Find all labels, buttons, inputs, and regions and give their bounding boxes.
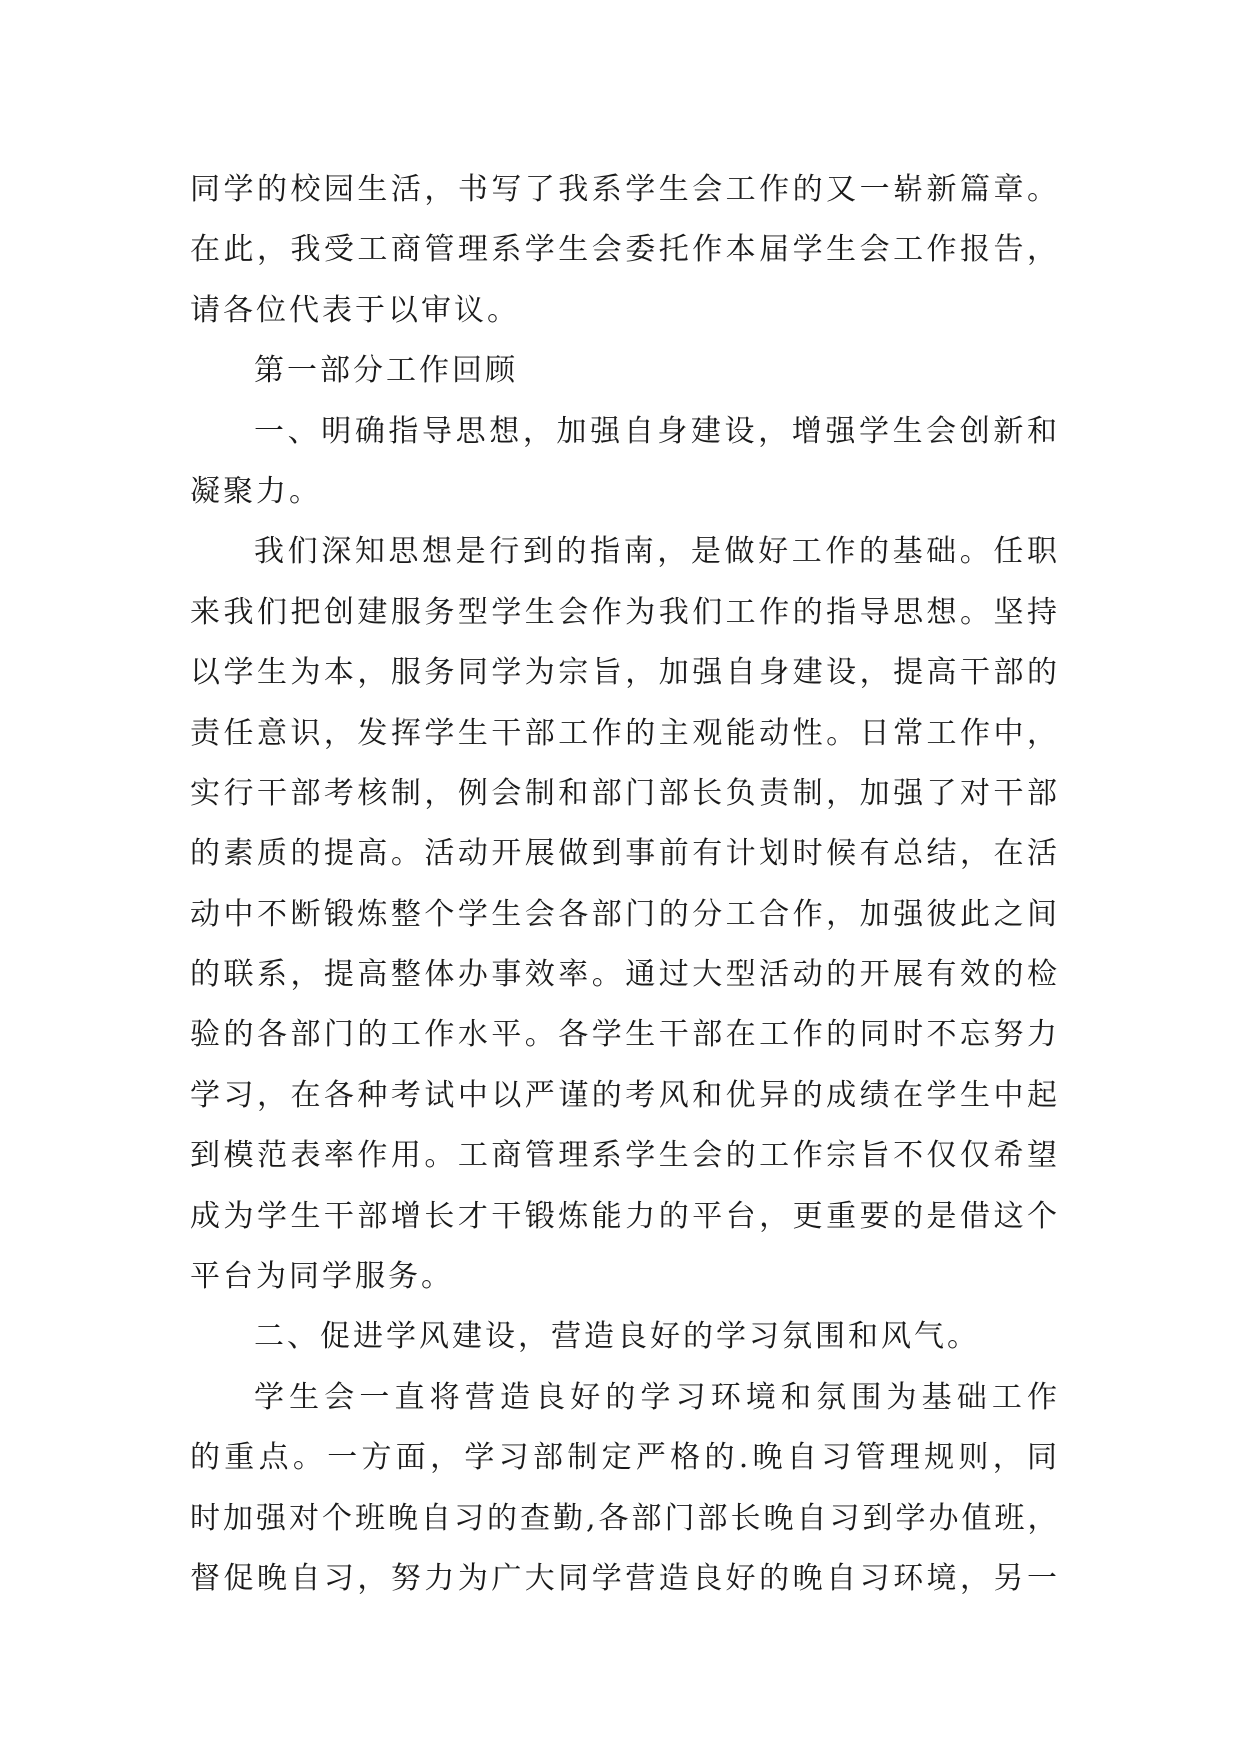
text-line: 时加强对个班晚自习的查勤,各部门部长晚自习到学办值班，	[190, 1500, 1061, 1536]
text-line: 学生会一直将营造良好的学习环境和氛围为基础工作	[254, 1379, 1060, 1415]
text-line: 平台为同学服务。	[190, 1259, 454, 1295]
text-line: 同学的校园生活，书写了我系学生会工作的又一崭新篇章。	[190, 172, 1060, 207]
text-line: 我们深知思想是行到的指南，是做好工作的基础。任职	[254, 534, 1060, 570]
subsection-heading: 二、促进学风建设，营造良好的学习氛围和风气。	[254, 1319, 980, 1355]
text-line: 督促晚自习，努力为广大同学营造良好的晚自习环境，另一	[190, 1560, 1060, 1596]
text-line: 动中不断锻炼整个学生会各部门的分工合作，加强彼此之间	[190, 896, 1060, 932]
subsection-heading: 一、明确指导思想，加强自身建设，增强学生会创新和	[254, 413, 1060, 449]
text-line: 成为学生干部增长才干锻炼能力的平台，更重要的是借这个	[190, 1198, 1060, 1234]
text-line: 在此，我受工商管理系学生会委托作本届学生会工作报告，	[190, 232, 1060, 268]
text-line: 的联系，提高整体办事效率。通过大型活动的开展有效的检	[190, 957, 1060, 993]
text-line: 以学生为本，服务同学为宗旨，加强自身建设，提高干部的	[190, 655, 1060, 691]
text-line: 的重点。一方面，学习部制定严格的.晚自习管理规则，同	[190, 1440, 1060, 1476]
body-text	[190, 160, 1060, 1609]
section-heading: 第一部分工作回顾	[254, 353, 518, 389]
text-line: 实行干部考核制，例会制和部门部长负责制，加强了对干部	[190, 775, 1060, 811]
text-line: 请各位代表于以审议。	[190, 292, 520, 328]
text-line: 到模范表率作用。工商管理系学生会的工作宗旨不仅仅希望	[190, 1138, 1060, 1174]
text-line: 责任意识，发挥学生干部工作的主观能动性。日常工作中，	[190, 715, 1060, 751]
text-line: 凝聚力。	[190, 473, 322, 509]
text-line: 来我们把创建服务型学生会作为我们工作的指导思想。坚持	[190, 594, 1060, 630]
text-line: 学习，在各种考试中以严谨的考风和优异的成绩在学生中起	[190, 1077, 1060, 1113]
text-line: 验的各部门的工作水平。各学生干部在工作的同时不忘努力	[190, 1017, 1060, 1053]
text-line: 的素质的提高。活动开展做到事前有计划时候有总结，在活	[190, 836, 1060, 872]
